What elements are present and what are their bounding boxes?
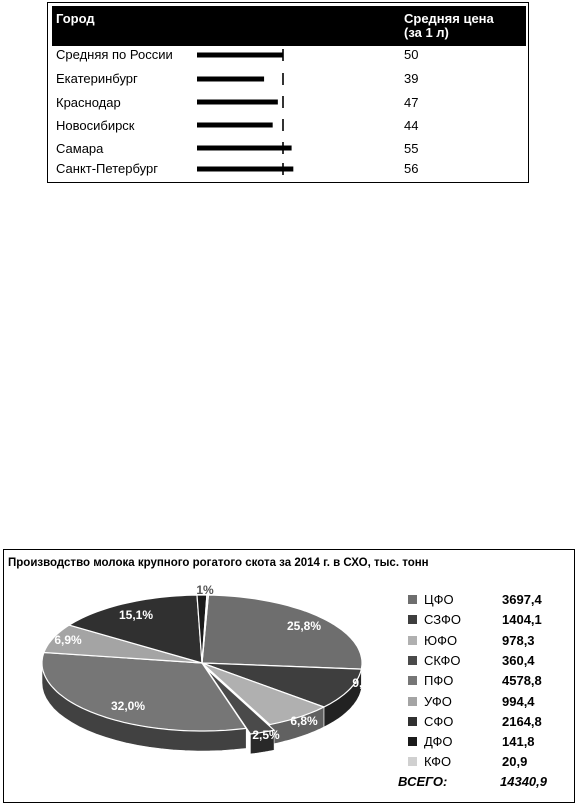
milk-pie-chart [3,549,575,803]
row-value: 55 [404,141,419,156]
row-value: 50 [404,47,419,62]
row-city: Краснодар [56,95,121,110]
header-price-unit: (за 1 л) [404,25,449,40]
pie-percent-label: 25,8% [286,619,322,633]
legend-label: УФО [424,693,452,709]
legend-label: КФО [424,754,452,770]
pie-percent-label: 9,8% [352,676,380,690]
legend-label: ЦФО [424,592,454,607]
legend-value: 360,4 [502,652,535,668]
legend-label: СКФО [424,652,461,668]
pie-percent-label: 15,1% [118,608,154,622]
legend-swatch [408,676,417,685]
legend-value: 1404,1 [502,612,542,628]
total-label: ВСЕГО: [398,774,448,789]
pie-percent-label: 32,0% [110,699,146,713]
legend-swatch [408,717,417,726]
legend-label: ДФО [424,734,453,750]
pie-title: Производство молока крупного рогатого скота за 2014 г. в СХО, тыс. тонн [8,557,429,569]
pie-percent-label: 1% [196,583,214,597]
legend-swatch [408,656,417,665]
price-bar [197,77,264,82]
row-city: Новосибирск [56,118,135,133]
legend-swatch [408,757,417,766]
row-city: Санкт-Петербург [56,161,158,176]
row-city: Екатеринбург [56,71,138,86]
legend-value: 20,9 [502,754,528,770]
legend-label: ПФО [424,673,454,689]
legend-value: 3697,4 [502,592,542,607]
price-bar [197,167,293,172]
header-price: Средняя цена [404,11,494,26]
legend-value: 141,8 [502,734,535,750]
pie-slice [202,595,362,669]
legend-value: 978,3 [502,632,535,648]
price-bars [48,3,528,182]
price-bar [197,53,283,58]
price-bar [197,100,278,105]
legend-swatch [408,697,417,706]
header-city: Город [56,11,95,26]
price-bar [197,123,273,128]
legend-value: 994,4 [502,693,535,709]
legend-label: СЗФО [424,612,461,628]
price-table-chart [47,2,529,183]
total-value: 14340,9 [500,774,547,789]
row-value: 56 [404,161,419,176]
row-value: 39 [404,71,419,86]
pie-percent-label: 2,5% [252,728,280,742]
legend-label: СФО [424,713,454,729]
pie-percent-label: 6,8% [290,714,318,728]
pie-graphic [4,550,574,802]
legend-value: 2164,8 [502,713,542,729]
legend-swatch [408,636,417,645]
legend-label: ЮФО [424,632,458,648]
row-city: Самара [56,141,104,156]
pie-percent-label: 6,9% [54,633,82,647]
legend-swatch [408,615,417,624]
price-bar [197,146,292,151]
legend-swatch [408,595,417,604]
legend-value: 4578,8 [502,673,542,689]
row-city: Средняя по России [56,47,173,62]
row-value: 44 [404,118,419,133]
row-value: 47 [404,95,419,110]
legend-swatch [408,737,417,746]
